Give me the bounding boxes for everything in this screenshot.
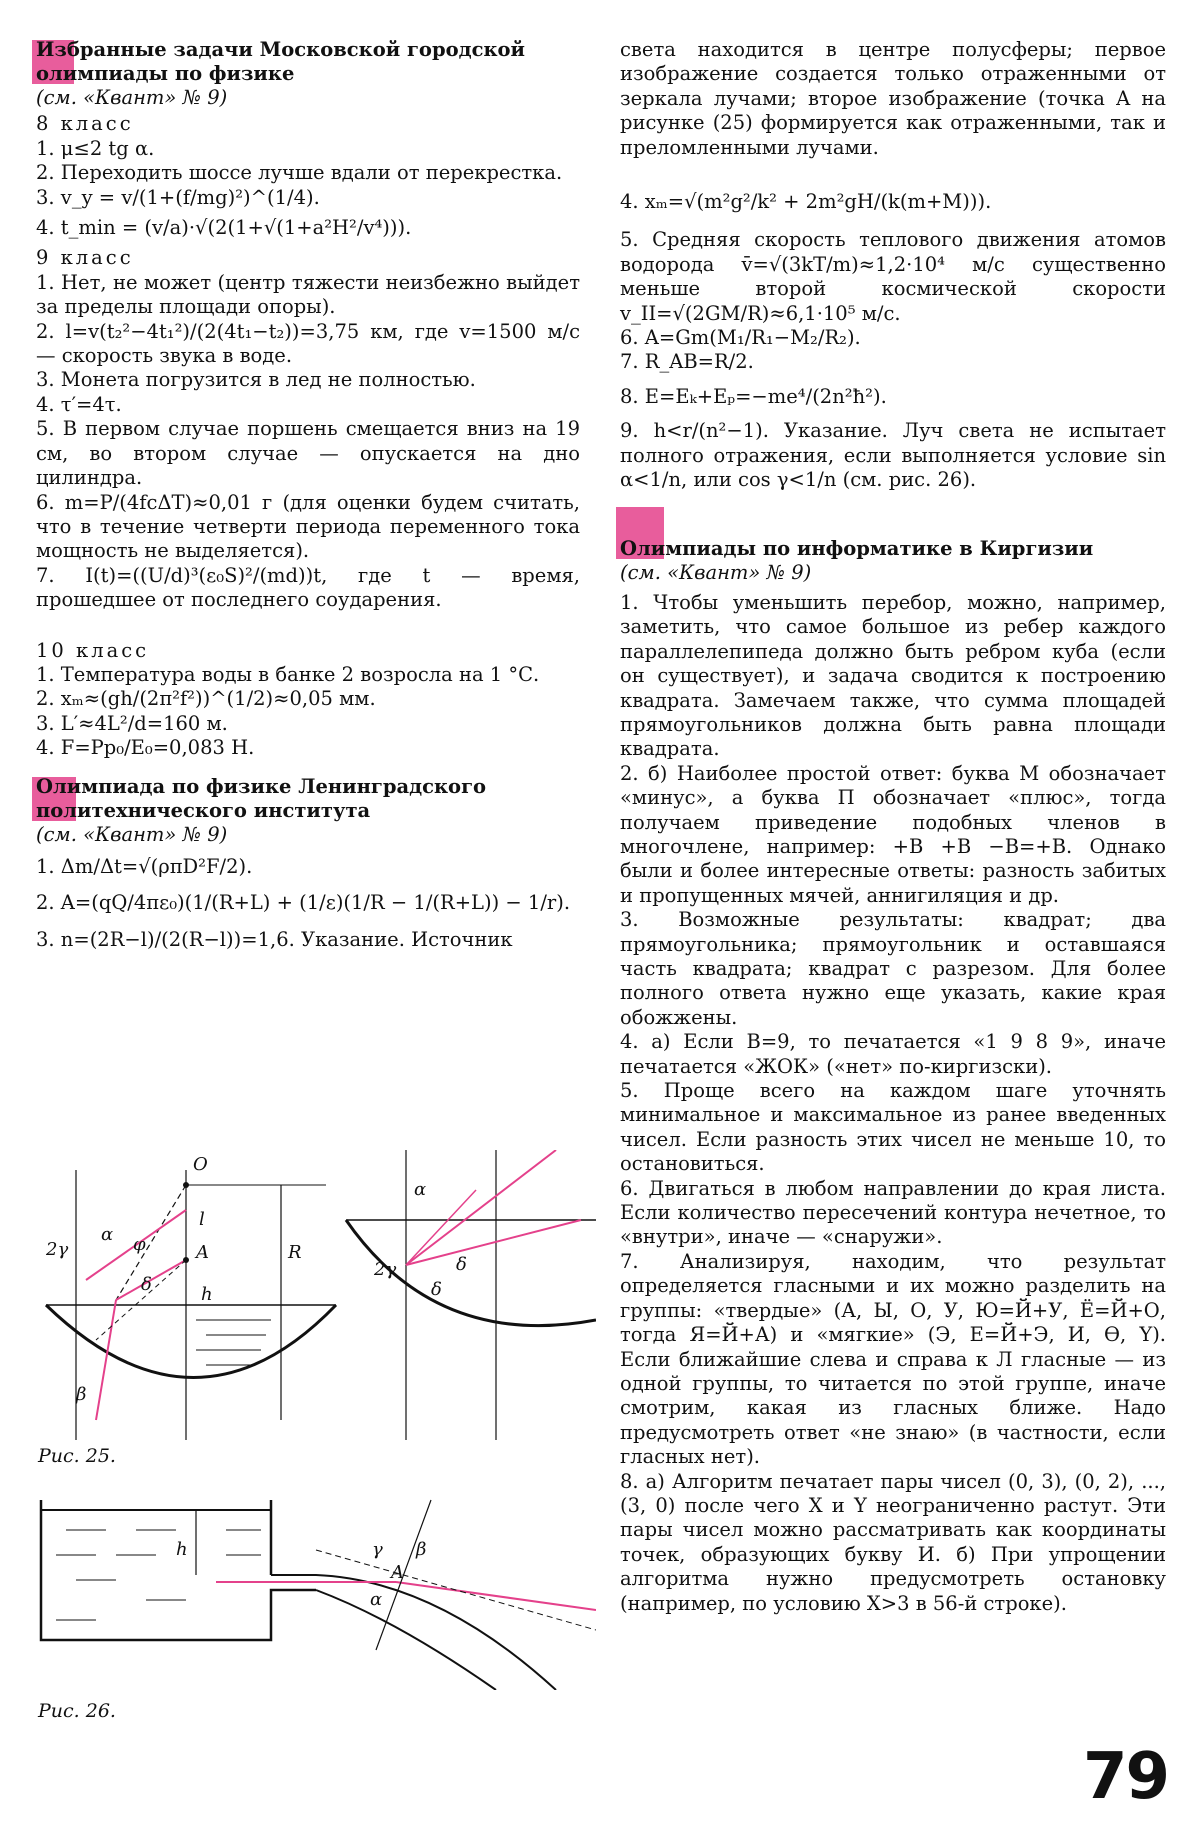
section-title-moscow	[36, 38, 580, 86]
answer-item: 3. n=(2R−l)/(2(R−l))=1,6. Указание. Источник	[36, 927, 513, 951]
label-delta: δ	[141, 1274, 152, 1295]
continued-text: света находится в центре полусферы; первое изображение создается только отраженными от зеркала лучами; второе изображение (точка A на рисунке (25) формируется как отраженными, так и преломленными лучами.	[620, 38, 1166, 159]
title-line: олимпиады по физике	[36, 62, 295, 85]
label-2gamma: 2γ	[46, 1239, 69, 1260]
label-phi: φ	[133, 1234, 146, 1255]
section-title-leningrad	[36, 775, 580, 823]
grade-heading: 9 класс	[36, 246, 134, 270]
answer-item: 5. В первом случае поршень смещается вниз на 19 см, во втором случае — опускается на дно цилиндра.	[36, 417, 580, 490]
answer-item: 1. Температура воды в банке 2 возросла на 1 °С.	[36, 662, 540, 686]
answer-item: 2. xₘ≈(gh/(2π²f²))^(1/2)≈0,05 мм.	[36, 687, 376, 711]
answer-item: 8. E=Eₖ+Eₚ=−me⁴/(2n²ħ²).	[620, 384, 887, 408]
right-column	[620, 38, 1166, 1616]
figure-caption: Рис. 26.	[38, 1700, 116, 1722]
answer-item: 3. v_y = v/(1+(f/mg)²)^(1/4).	[36, 185, 320, 209]
grade-heading: 8 класс	[36, 112, 134, 136]
label-alpha: α	[414, 1179, 427, 1200]
answer-item: 3. Возможные результаты: квадрат; два прямоугольника; прямоугольник и оставшаяся часть квадрата; квадрат с разрезом. Для более полного ответа нужно еще указать, какие края обожжены.	[620, 908, 1166, 1029]
answer-item: 2. l=v(t₂²−4t₁²)/(2(4t₁−t₂))=3,75 км, где v=1500 м/с — скорость звука в воде.	[36, 319, 580, 368]
answer-item: 2. A=(qQ/4πε₀)(1/(R+L) + (1/ε)(1/R − 1/(R+L)) − 1/r).	[36, 891, 571, 915]
answer-item: 9. h<r/(n²−1). Указание. Луч света не испытает полного отражения, если выполняется условие sin α<1/n, или cos γ<1/n (см. рис. 26).	[620, 419, 1166, 492]
title-line: Избранные задачи Московской городской	[36, 38, 526, 61]
label-O: O	[193, 1154, 208, 1175]
answer-item: 6. A=Gm(M₁/R₁−M₂/R₂).	[620, 326, 861, 350]
figure-caption: Рис. 25.	[38, 1445, 116, 1467]
answer-item: 4. τ′=4τ.	[36, 392, 122, 416]
title-line: Олимпиада по физике Ленинградского	[36, 774, 487, 798]
label-l: l	[199, 1209, 205, 1230]
answer-item: 8. а) Алгоритм печатает пары чисел (0, 3), (0, 2), ..., (3, 0) после чего X и Y неограниченно растут. Эти пары чисел можно рассматривать как координаты точек, образующих букву И. б) При упрощении алгоритма нужно предусмотреть остановку (например, по условию X>3 в 56-й строке).	[620, 1469, 1166, 1615]
answer-item: 7. Анализируя, находим, что результат определяется гласными и их можно разделить на группы: «твердые» (А, Ы, О, У, Ю=Й+У, Ё=Й+О, тогда Я=Й+А) и «мягкие» (Э, Е=Й+Э, И, Ө, Y). Если ближайшие слева и справа к Л гласные — из одной группы, то читается по этой группе, иначе смотрим, какая из гласных ближе. Надо предусмотреть ответ «не знаю» (в частности, если гласных нет).	[620, 1249, 1166, 1469]
answer-item: 2. Переходить шоссе лучше вдали от перекрестка.	[36, 161, 563, 185]
title-line: политехнического института	[36, 798, 371, 822]
fig25-hemisphere-mirror	[46, 1170, 336, 1440]
answer-item: 5. Средняя скорость теплового движения атомов водорода v̄=√(3kT/m)≈1,2·10⁴ м/с существенно меньше второй космической скорости v_II=√(2GM/R)≈6,1·10⁵ м/с.	[620, 228, 1166, 325]
figure-26	[36, 1490, 596, 1690]
source-ref: (см. «Квант» № 9)	[620, 560, 812, 584]
left-column	[36, 38, 580, 952]
label-gamma: γ	[372, 1539, 383, 1560]
label-2gamma: 2γ	[374, 1259, 397, 1280]
answer-item: 3. L′≈4L²/d=160 м.	[36, 711, 228, 735]
answer-item: 3. Монета погрузится в лед не полностью.	[36, 368, 476, 392]
source-ref: (см. «Квант» № 9)	[36, 86, 228, 109]
answer-item: 4. t_min = (v/a)·√(2(1+√(1+a²H²/v⁴))).	[36, 216, 412, 240]
label-R: R	[288, 1242, 302, 1263]
answer-item: 4. F=Pp₀/E₀=0,083 Н.	[36, 736, 255, 760]
label-beta: β	[76, 1384, 87, 1405]
answer-item: 1. μ≤2 tg α.	[36, 136, 155, 160]
answer-item: 7. I(t)=((U/d)³(ε₀S)²/(md))t, где t — время, прошедшее от последнего соударения.	[36, 563, 580, 612]
label-alpha: α	[101, 1224, 114, 1245]
answer-item: 4. а) Если В=9, то печатается «1 9 8 9», иначе печатается «ЖОК» («нет» по-киргизски).	[620, 1030, 1166, 1078]
answer-item: 5. Проще всего на каждом шаге уточнять минимальное и максимальное из ранее введенных чисел. Если разность этих чисел не меньше 10, то остановиться.	[620, 1079, 1166, 1176]
label-delta: δ	[456, 1254, 467, 1275]
page-number: 79	[1082, 1740, 1168, 1814]
label-h: h	[176, 1539, 188, 1560]
answer-item: 7. R_AB=R/2.	[620, 350, 754, 374]
answer-item: 1. Δm/Δt=√(ρπD²F/2).	[36, 854, 253, 878]
label-A: A	[391, 1562, 404, 1583]
answer-item: 6. m=P/(4fcΔT)≈0,01 г (для оценки будем считать, что в течение четверти периода переменного тока мощность не выделяется).	[36, 490, 580, 563]
answer-item: 2. б) Наиболее простой ответ: буква М обозначает «минус», а буква П обозначает «плюс», тогда получаем приведение подобных членов в многочлене, например: +В +В −В=+В. Однако были и более интересные ответы: разность забитых и пропущенных мячей, аннигиляция и др.	[620, 761, 1166, 907]
title-line: Олимпиады по информатике в Киргизии	[620, 536, 1094, 560]
label-A: A	[196, 1242, 209, 1263]
answer-item: 6. Двигаться в любом направлении до края листа. Если количество пересечений контура нечетное, то «внутри», иначе — «снаружи».	[620, 1176, 1166, 1249]
section-title-kyrgyzstan	[620, 537, 1166, 561]
label-beta: β	[416, 1539, 427, 1560]
fig25-right-diagram	[346, 1150, 596, 1440]
answer-item: 1. Нет, не может (центр тяжести неизбежно выйдет за пределы площади опоры).	[36, 270, 580, 319]
answer-item: 4. xₘ=√(m²g²/k² + 2m²gH/(k(m+M))).	[620, 190, 992, 214]
source-ref: (см. «Квант» № 9)	[36, 822, 228, 846]
grade-heading: 10 класс	[36, 638, 150, 662]
label-h: h	[201, 1284, 213, 1305]
label-delta: δ	[431, 1279, 442, 1300]
figure-25	[36, 1150, 596, 1440]
answer-item: 1. Чтобы уменьшить перебор, можно, например, заметить, что самое большое из ребер каждого параллелепипеда должно быть ребром куба (если он существует), и задача сводится к построению квадрата. Замечаем также, что сумма площадей прямоугольников должна быть равна площади квадрата.	[620, 590, 1166, 761]
label-alpha: α	[370, 1589, 383, 1610]
